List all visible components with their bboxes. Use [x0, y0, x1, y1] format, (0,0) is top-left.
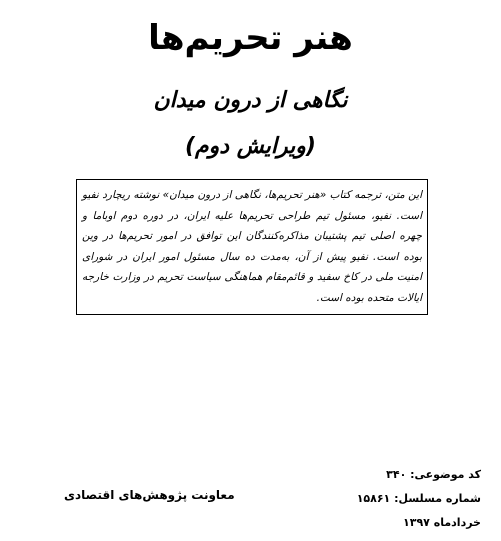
serial-number: شماره مسلسل: ۱۵۸۶۱ [356, 492, 481, 505]
document-subtitle: نگاهی از درون میدان [153, 88, 348, 113]
publication-date: خردادماه ۱۳۹۷ [403, 516, 481, 529]
edition-label: (ویرایش دوم) [185, 134, 316, 159]
document-title: هنر تحریم‌ها [148, 18, 353, 58]
abstract-box [76, 179, 428, 315]
abstract-text: این متن، ترجمه کتاب «هنر تحریم‌ها، نگاهی از درون میدان» نوشته ریچارد نفیو است. نفیو، مسئول تیم طراحی تحریم‌ها علیه ایران، در دوره دوم اوباما و چهره اصلی تیم پشتیبان مذاکره‌کنندگان این توافق در امور تحریم‌ها در وین بوده است. نفیو پیش از آن، به‌مدت ده سال مسئول امور ایران در شورای امنیت ملی در کاخ سفید و قائم‌مقام هماهنگی سیاست تحریم در وزارت خارجه ایالات متحده بوده است. [82, 189, 422, 304]
document-metadata [311, 463, 481, 535]
subject-code: کد موضوعی: ۳۴۰ [386, 468, 481, 481]
publisher-name: معاونت پژوهش‌های اقتصادی [64, 488, 235, 502]
